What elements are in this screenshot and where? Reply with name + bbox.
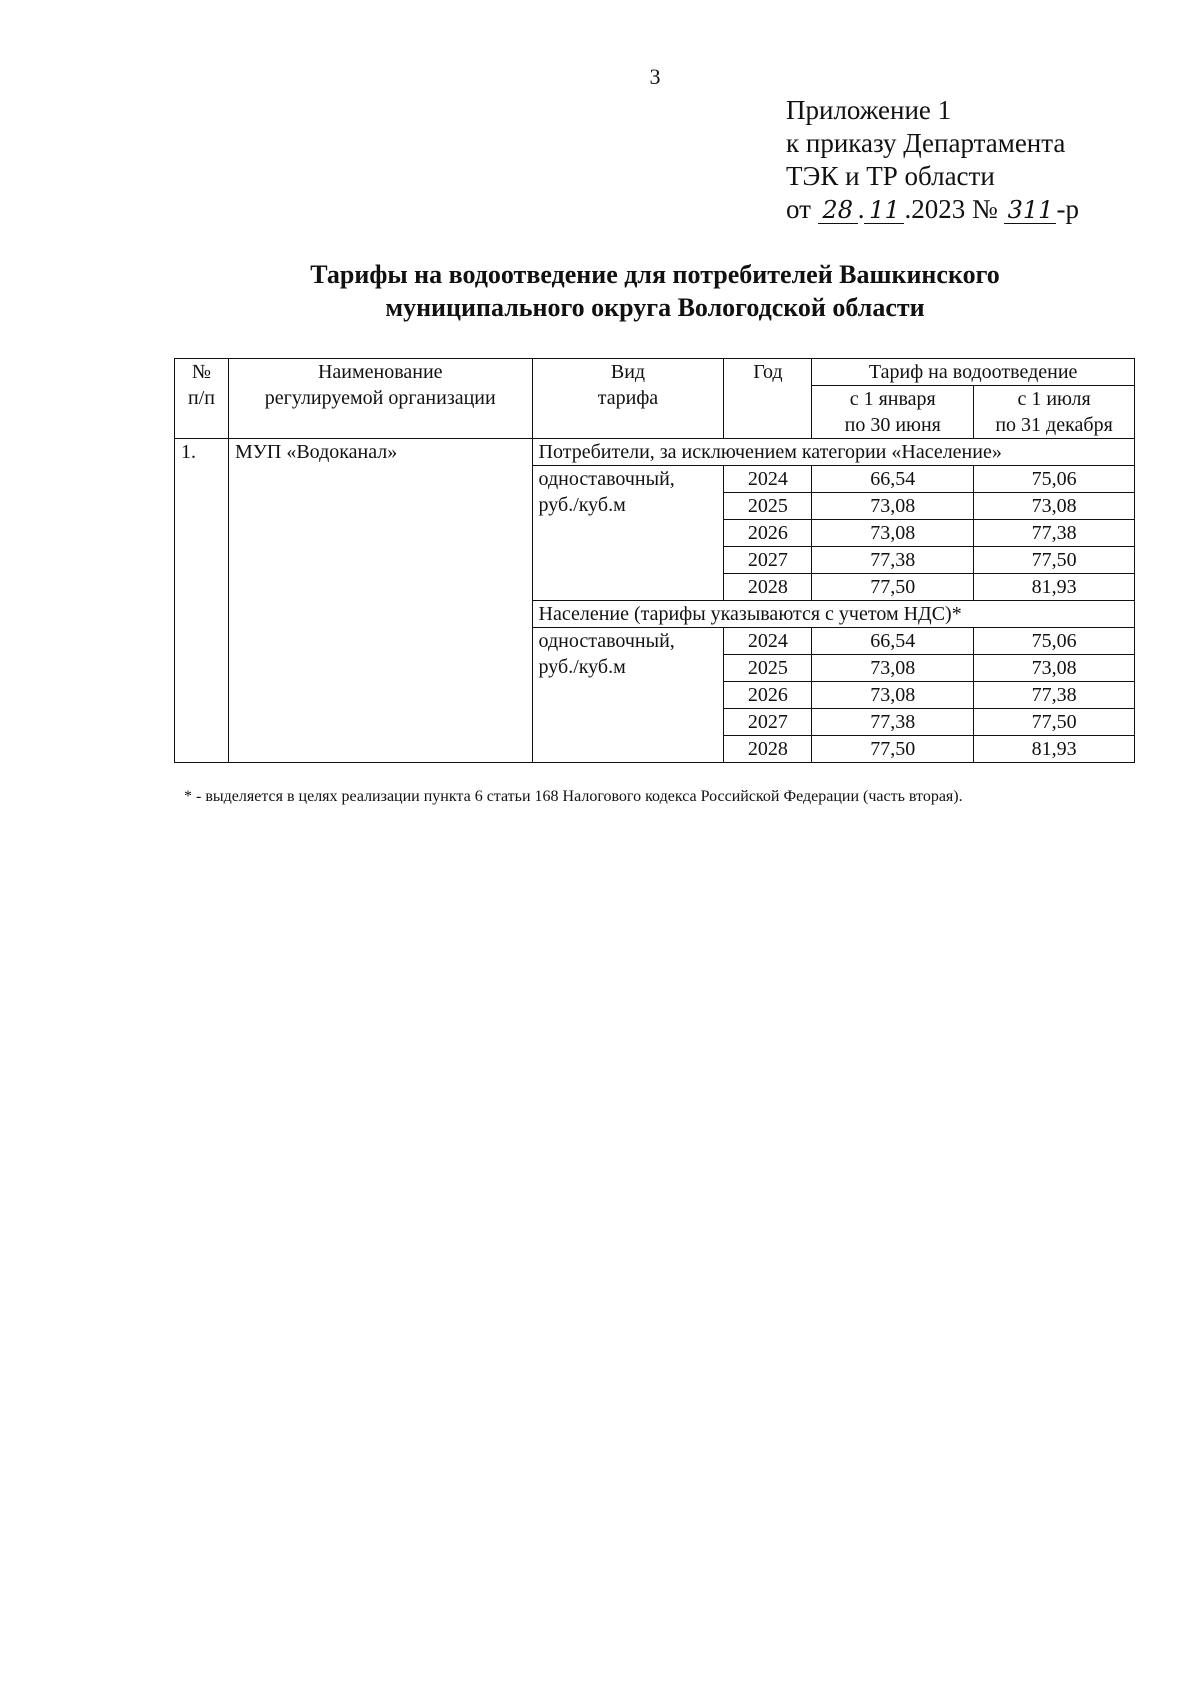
- tariff-type: одноставочный, руб./куб.м: [532, 628, 724, 763]
- order-day: 28: [818, 197, 858, 224]
- tariff-h1-cell: 77,50: [812, 574, 974, 601]
- tariff-h2-cell: 75,06: [974, 628, 1135, 655]
- tariff-table: [174, 358, 1135, 763]
- tariff-h2-cell: 81,93: [974, 574, 1135, 601]
- order-date-line: от 28 . 11 .2023 № 311 -р: [786, 194, 1079, 224]
- tariff-h2-cell: 73,08: [974, 493, 1135, 520]
- appendix-line-3: ТЭК и ТР области: [786, 161, 995, 191]
- header-organization: Наименование регулируемой организации: [228, 359, 532, 439]
- title-line-2: муниципального округа Вологодской области: [385, 293, 925, 322]
- year-cell: 2027: [724, 709, 812, 736]
- order-number: 311: [1004, 197, 1056, 224]
- tariff-h1-cell: 66,54: [812, 628, 974, 655]
- tariff-h2-cell: 77,50: [974, 547, 1135, 574]
- order-suffix: -р: [1056, 194, 1079, 224]
- year-cell: 2028: [724, 736, 812, 763]
- tariff-h2-cell: 81,93: [974, 736, 1135, 763]
- tariff-h2-cell: 77,50: [974, 709, 1135, 736]
- header-row-1: [175, 359, 1135, 386]
- tariff-h1-cell: 77,38: [812, 709, 974, 736]
- tariff-h1-cell: 73,08: [812, 682, 974, 709]
- tariff-h2-cell: 77,38: [974, 682, 1135, 709]
- header-period-2: с 1 июля по 31 декабря: [974, 386, 1135, 439]
- tariff-h1-cell: 73,08: [812, 520, 974, 547]
- year-cell: 2027: [724, 547, 812, 574]
- document-title: [174, 258, 1136, 324]
- appendix-block: [786, 94, 1079, 226]
- page-number: 3: [649, 64, 661, 89]
- organization-name: МУП «Водоканал»: [228, 439, 532, 763]
- year-cell: 2026: [724, 682, 812, 709]
- category-label: Население (тарифы указываются с учетом НДС)*: [532, 601, 1134, 628]
- year-cell: 2026: [724, 520, 812, 547]
- header-tariff: Тариф на водоотведение: [812, 359, 1135, 386]
- title-line-1: Тарифы на водоотведение для потребителей Вашкинского: [310, 260, 1000, 289]
- tariff-type: одноставочный, руб./куб.м: [532, 466, 724, 601]
- order-month: 11: [864, 197, 904, 224]
- tariff-h2-cell: 73,08: [974, 655, 1135, 682]
- appendix-line-2: к приказу Департамента: [786, 128, 1066, 158]
- header-tariff-type: Вид тарифа: [532, 359, 724, 439]
- year-cell: 2024: [724, 466, 812, 493]
- year-cell: 2024: [724, 628, 812, 655]
- year-cell: 2028: [724, 574, 812, 601]
- year-cell: 2025: [724, 655, 812, 682]
- tariff-h1-cell: 77,38: [812, 547, 974, 574]
- tariff-h1-cell: 77,50: [812, 736, 974, 763]
- tariff-h1-cell: 66,54: [812, 466, 974, 493]
- tariff-h1-cell: 73,08: [812, 493, 974, 520]
- row-number: 1.: [175, 439, 229, 763]
- tariff-h2-cell: 77,38: [974, 520, 1135, 547]
- appendix-line-1: Приложение 1: [786, 95, 952, 125]
- year-cell: 2025: [724, 493, 812, 520]
- tariff-h1-cell: 73,08: [812, 655, 974, 682]
- header-period-1: с 1 января по 30 июня: [812, 386, 974, 439]
- header-num: № п/п: [175, 359, 229, 439]
- order-year: .2023 №: [904, 194, 998, 224]
- footnote: * - выделяется в целях реализации пункта 6 статьи 168 Налогового кодекса Российской Федерации (часть вторая).: [184, 788, 963, 805]
- tariff-h2-cell: 75,06: [974, 466, 1135, 493]
- order-from-label: от: [786, 194, 811, 224]
- category-label: Потребители, за исключением категории «Население»: [532, 439, 1134, 466]
- table-row: [175, 439, 1135, 466]
- header-year: Год: [724, 359, 812, 439]
